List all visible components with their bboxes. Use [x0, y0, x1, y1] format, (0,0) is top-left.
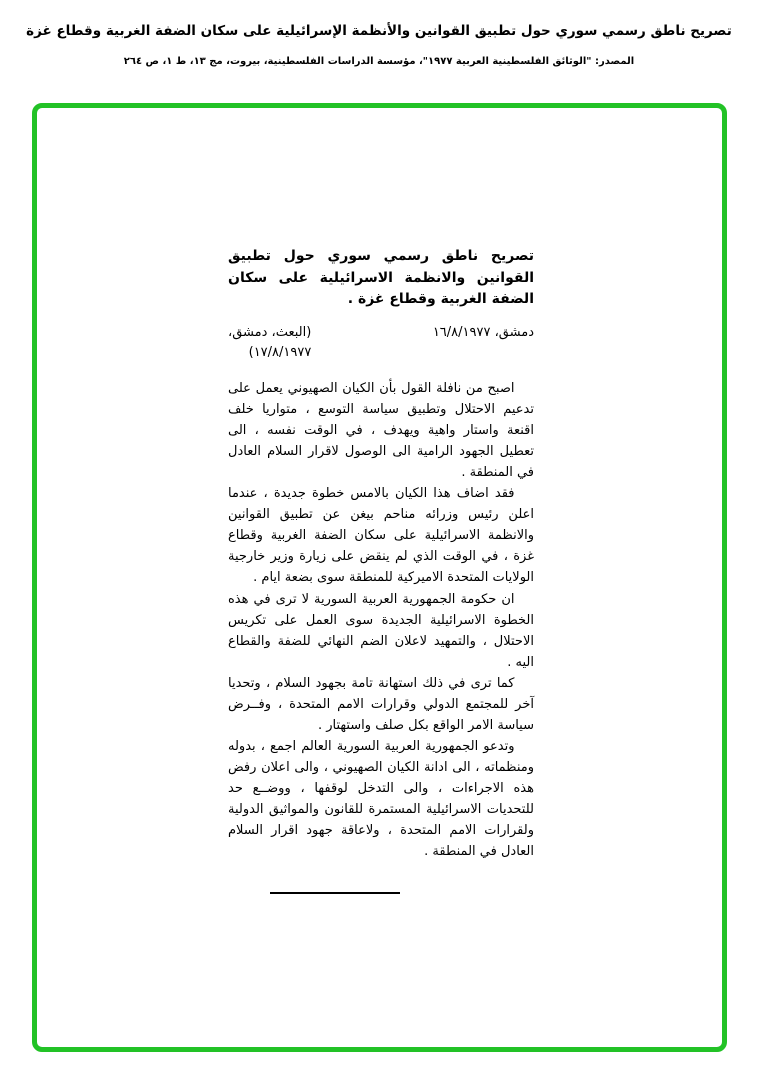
dateline [228, 323, 534, 362]
document-title: تصريح ناطق رسمي سوري حول تطبيق القوانين والانظمة الاسرائيلية على سكان الضفة الغربية وقطاع غزة . [228, 248, 534, 308]
paragraph: فقد اضاف هذا الكيان بالامس خطوة جديدة ، عندما اعلن رئيس وزرائه مناحم بيغن عن تطبيق القوانين والانظمة الاسرائيلية على سكان الضفة الغربية وقطاع غزة ، في الوقت الذي لم ينقض على زيارة وزير خارجية الولايات المتحدة الاميركية للمنطقة سوى بضعة ايام . [228, 486, 534, 586]
dateline-place-date: دمشق، ١٦/٨/١٩٧٧ [432, 325, 534, 341]
paragraph: اصبح من نافلة القول بأن الكيان الصهيوني يعمل على تدعيم الاحتلال وتطبيق سياسة التوسع ، متواريا خلف اقنعة واستار واهية ويهدف ، في الوقت نفسه ، الى تعطيل الجهود الرامية الى الوصول لاقرار السلام العادل في المنطقة . [228, 381, 534, 481]
separator-rule [270, 892, 400, 894]
document-body [228, 246, 534, 894]
dateline-source-line2: ١٧/٨/١٩٧٧) [248, 344, 312, 360]
paragraph: كما ترى في ذلك استهانة تامة بجهود السلام ، وتحديا آخر للمجتمع الدولي وقرارات الامم المتحدة ، وفــرض سياسة الامر الواقع بكل صلف واستهتار . [228, 675, 534, 733]
dateline-source [228, 323, 311, 362]
page-header-title: تصريح ناطق رسمي سوري حول تطبيق القوانين والأنظمة الإسرائيلية على سكان الضفة الغربية وقطاع غزة [26, 23, 732, 39]
page-header-source: المصدر: "الوثائق الفلسطينية العربية ١٩٧٧"، مؤسسة الدراسات الفلسطينية، بيروت، مج ١٣، ط ١، ص ٢٦٤ [123, 56, 635, 67]
dateline-source-line1: (البعث، دمشق، [228, 325, 312, 341]
paragraph: وتدعو الجمهورية العربية السورية العالم اجمع ، بدوله ومنظماته ، الى ادانة الكيان الصهيوني ، والى اعلان رفض هذه الاجراءات ، والى التدخل لوقفها ، ووضــع حد للتحديات الاسرائيلية المستمرة للقانون والمواثيق الدولية ولقرارات الامم المتحدة ، ولاعاقة جهود اقرار السلام العادل في المنطقة . [228, 738, 534, 860]
paragraph: ان حكومة الجمهورية العربية السورية لا ترى في هذه الخطوة الاسرائيلية الجديدة سوى العمل على تكريس الاحتلال ، والتمهيد لاعلان الضم النهائي للضفة والقطاع اليه . [228, 591, 534, 670]
